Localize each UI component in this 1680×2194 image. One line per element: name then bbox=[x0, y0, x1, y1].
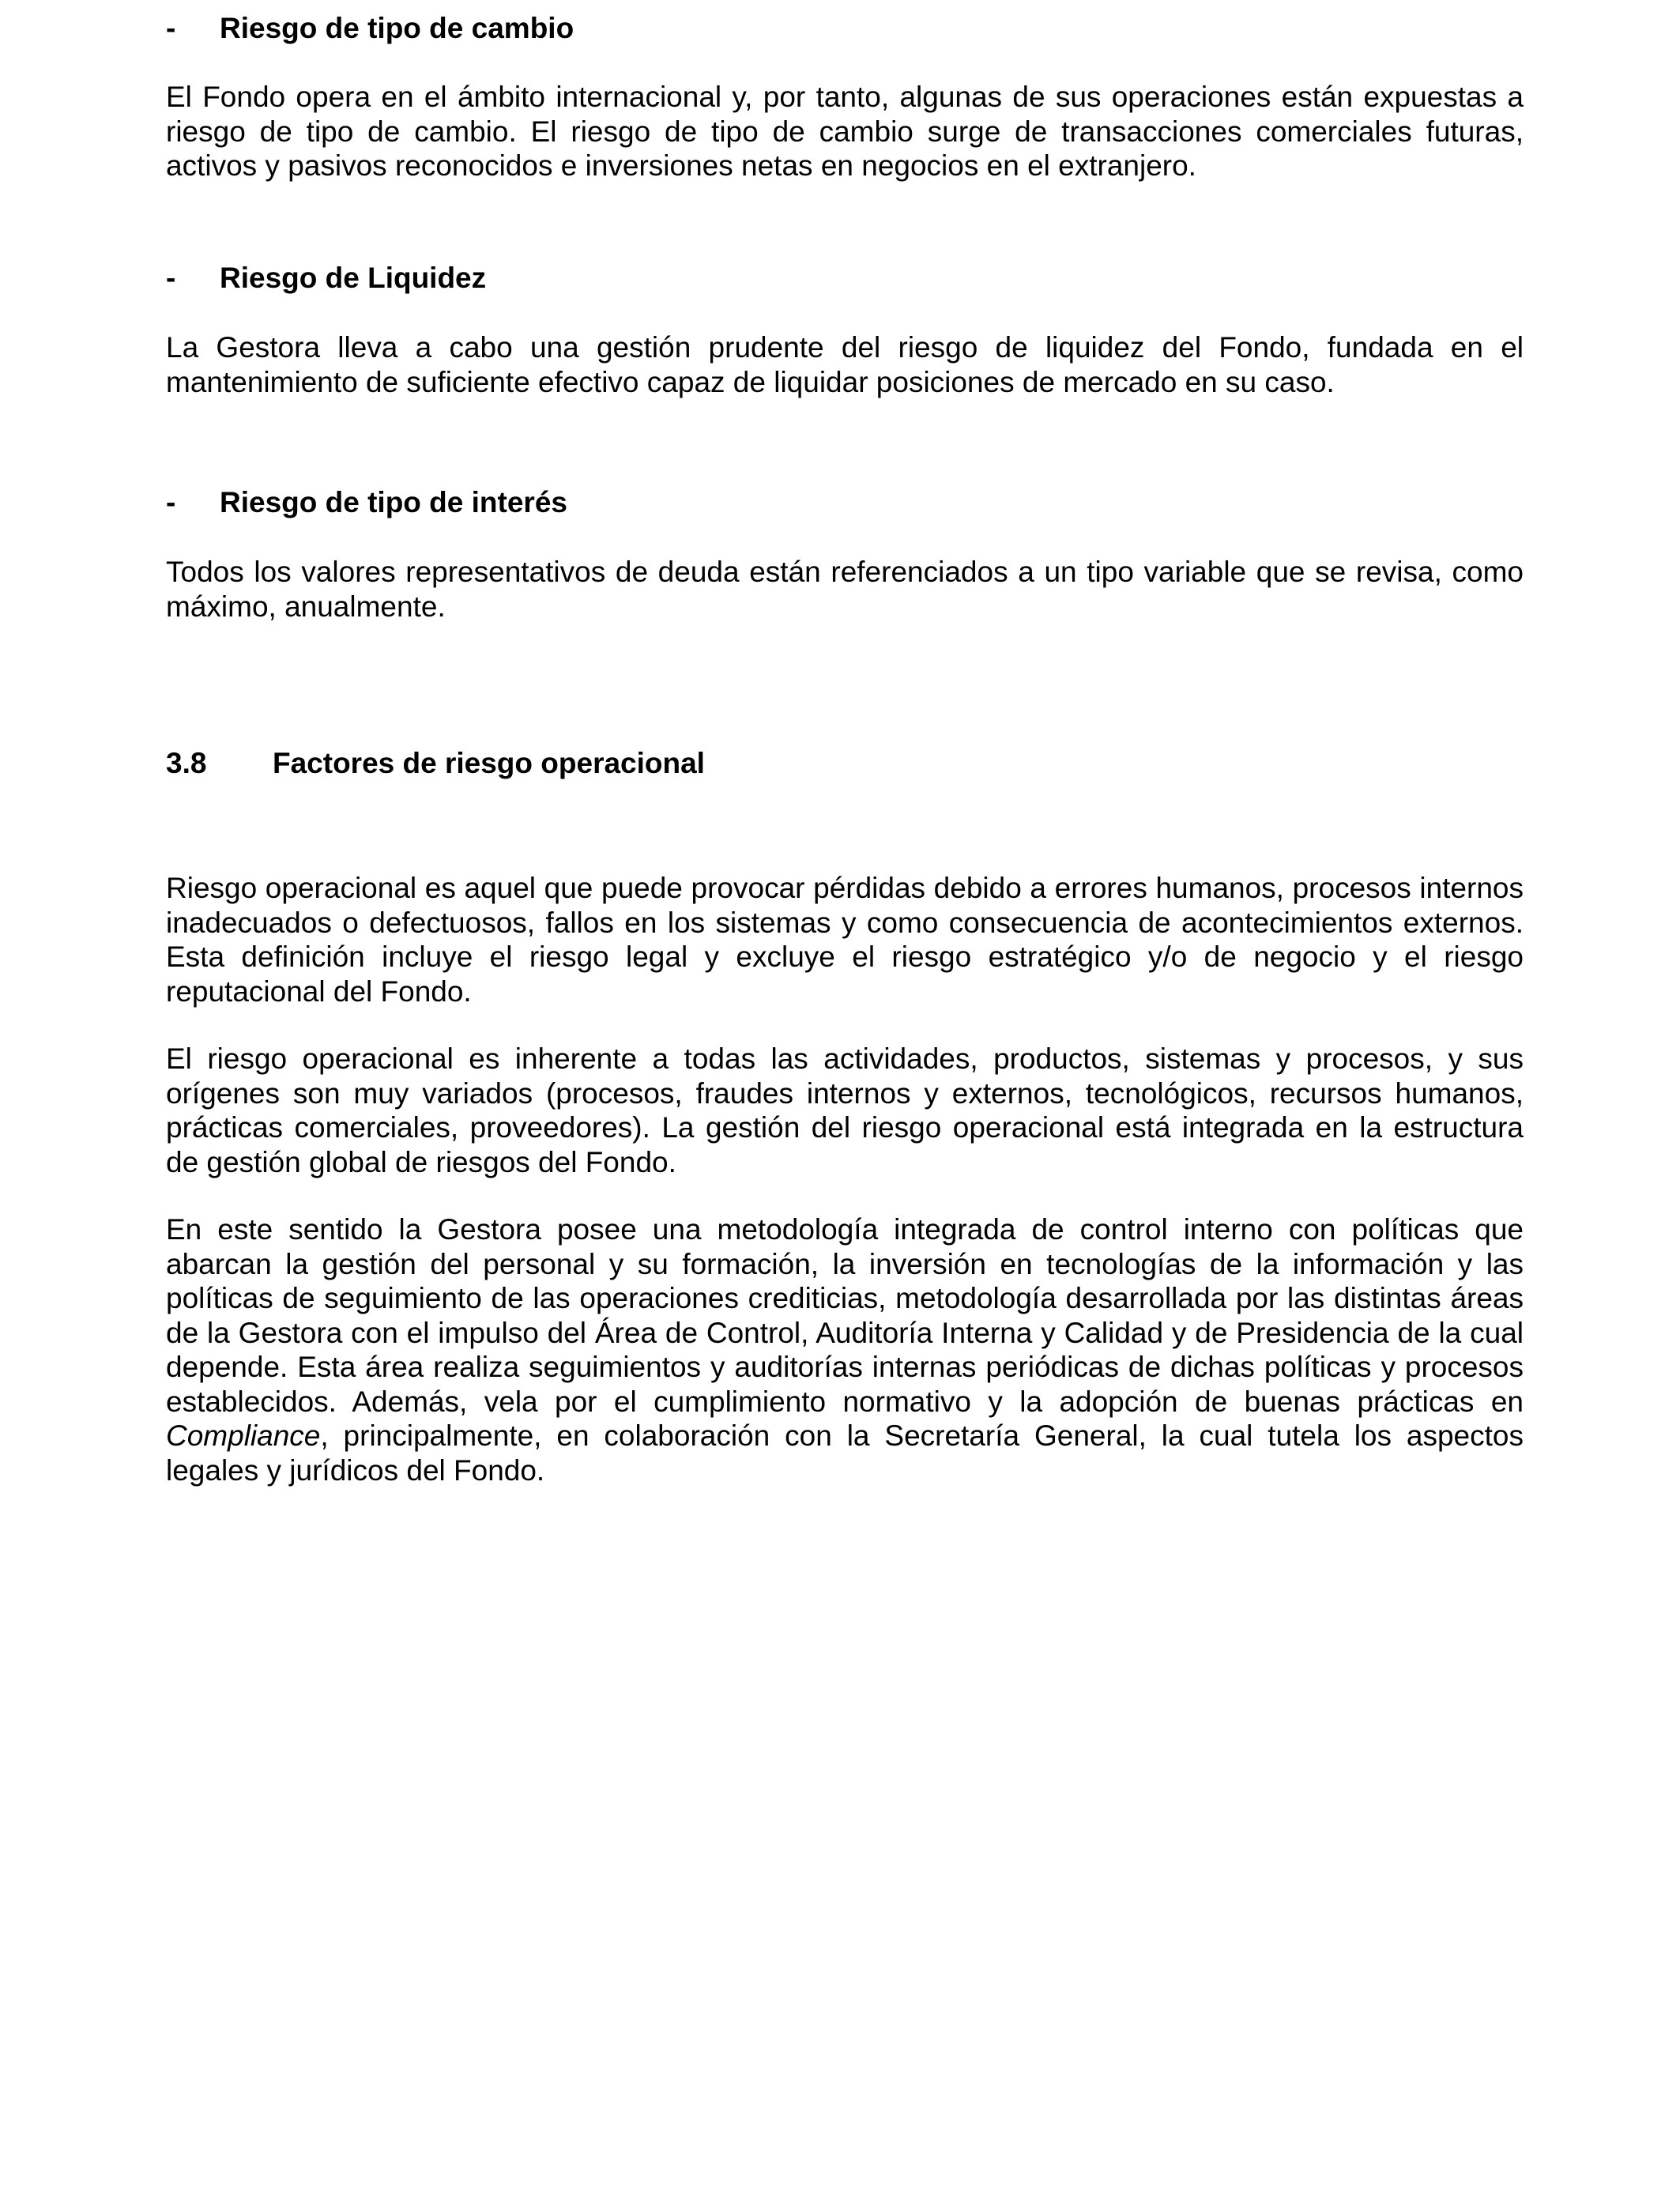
paragraph-liquidez: La Gestora lleva a cabo una gestión prudente del riesgo de liquidez del Fondo, fundada en el mantenimiento de suficiente efectivo capaz de liquidar posiciones de mercado en su caso. bbox=[166, 331, 1524, 398]
subsection-heading-liquidez bbox=[166, 261, 486, 296]
paragraph-text: En este sentido la Gestora posee una metodología integrada de control interno con políticas que abarcan la gestión del personal y su formación, la inversión en tecnologías de la información y las políticas de seguimiento de las operaciones crediticias, metodología desarrollada por las distintas áreas de la Gestora con el impulso del Área de Control, Auditoría Interna y Calidad y de Presidencia de la cual depende. Esta área realiza seguimientos y auditorías internas periódicas de dichas políticas y procesos establecidos. Además, vela por el cumplimiento normativo y la adopción de buenas prácticas en bbox=[166, 1213, 1524, 1418]
paragraph-tipo-de-cambio: El Fondo opera en el ámbito internacional y, por tanto, algunas de sus operaciones están expuestas a riesgo de tipo de cambio. El riesgo de tipo de cambio surge de transacciones comerciales futuras, activos y pasivos reconocidos e inversiones netas en negocios en el extranjero. bbox=[166, 81, 1524, 182]
section-heading-3-8 bbox=[166, 746, 705, 781]
subsection-title: Riesgo de tipo de interés bbox=[220, 486, 567, 518]
bullet-marker: - bbox=[166, 12, 176, 44]
bullet-marker: - bbox=[166, 486, 176, 518]
paragraph-tipo-de-interes: Todos los valores representativos de deuda están referenciados a un tipo variable que se revisa, como máximo, anualmente. bbox=[166, 556, 1524, 623]
paragraph-riesgo-inherente: El riesgo operacional es inherente a todas las actividades, productos, sistemas y procesos, y sus orígenes son muy variados (procesos, fraudes internos y externos, tecnológicos, recursos humanos, prácticas comerciales, proveedores). La gestión del riesgo operacional está integrada en la estructura de gestión global de riesgos del Fondo. bbox=[166, 1042, 1524, 1178]
section-number: 3.8 bbox=[166, 747, 207, 779]
subsection-title: Riesgo de tipo de cambio bbox=[220, 12, 574, 44]
subsection-title: Riesgo de Liquidez bbox=[220, 262, 487, 294]
subsection-heading-tipo-de-cambio bbox=[166, 11, 574, 46]
compliance-term: Compliance bbox=[166, 1419, 321, 1452]
bullet-marker: - bbox=[166, 262, 176, 294]
section-title: Factores de riesgo operacional bbox=[273, 747, 705, 779]
paragraph-text: , principalmente, en colaboración con la Secretaría General, la cual tutela los aspectos legales y jurídicos del Fondo. bbox=[166, 1419, 1524, 1487]
paragraph-metodologia-control bbox=[166, 1212, 1524, 1487]
subsection-heading-tipo-de-interes bbox=[166, 485, 567, 520]
paragraph-definicion-riesgo-operacional: Riesgo operacional es aquel que puede provocar pérdidas debido a errores humanos, procesos internos inadecuados o defectuosos, fallos en los sistemas y como consecuencia de acontecimientos externos. Esta definición incluye el riesgo legal y excluye el riesgo estratégico y/o de negocio y el riesgo reputacional del Fondo. bbox=[166, 872, 1524, 1008]
